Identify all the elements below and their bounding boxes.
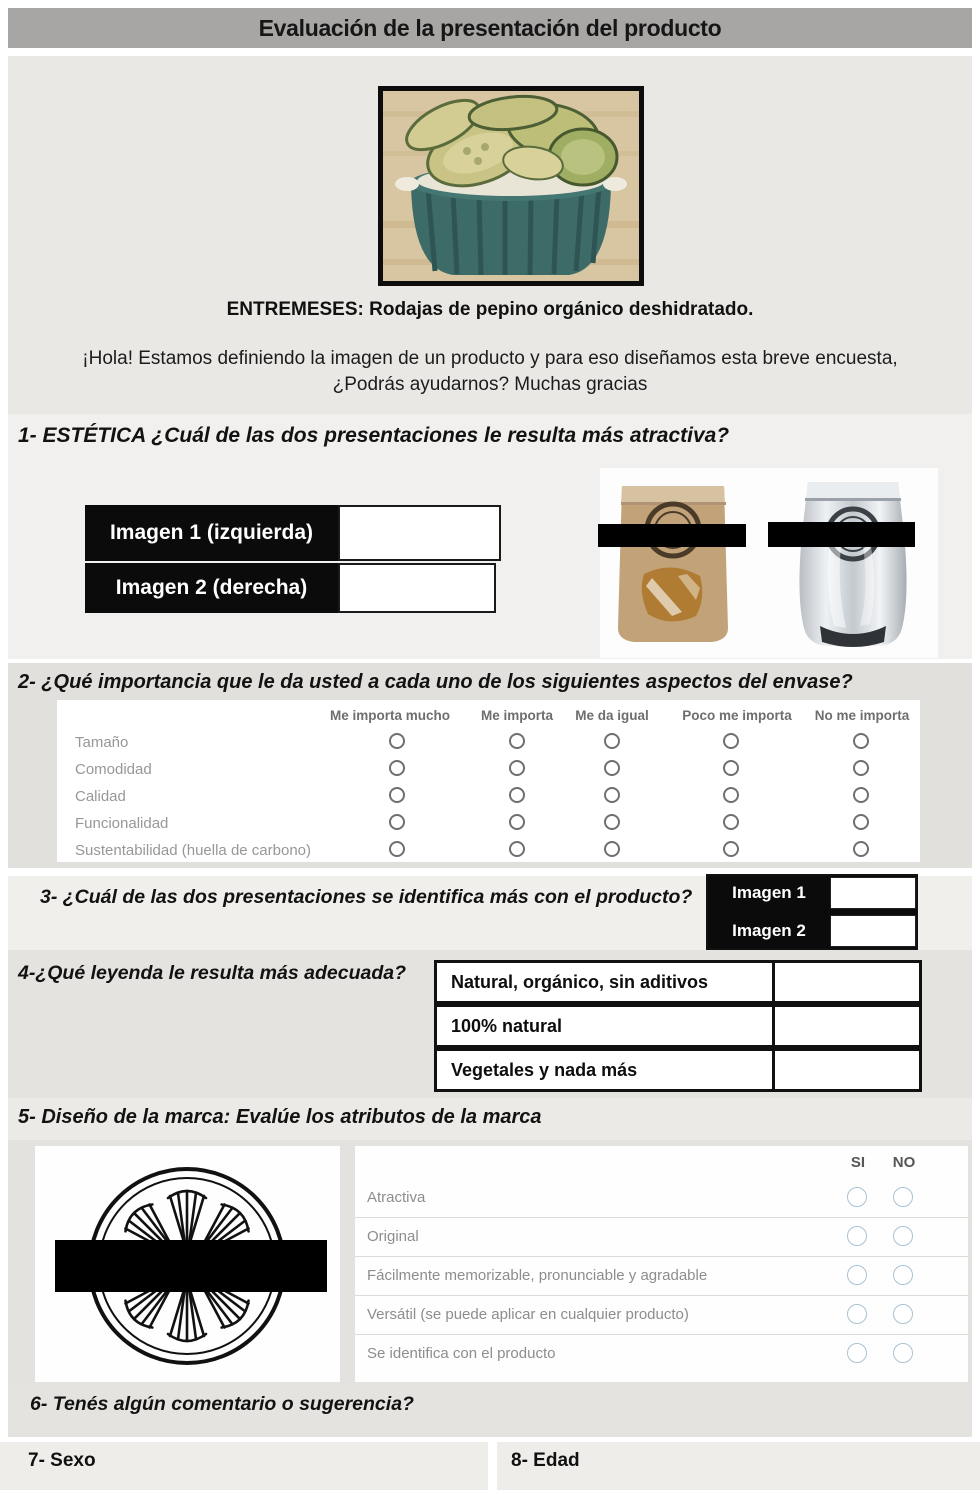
radio-unchecked[interactable] (509, 841, 525, 857)
radio-unchecked[interactable] (509, 733, 525, 749)
q8-heading: 8- Edad (511, 1450, 580, 1471)
q4-heading: 4-¿Qué leyenda le resulta más adecuada? (18, 962, 406, 984)
logo-redaction-bar (55, 1240, 327, 1292)
q5-column-no: NO (892, 1154, 916, 1171)
radio-unchecked[interactable] (604, 787, 620, 803)
radio-unchecked[interactable] (853, 760, 869, 776)
q5-row-label: Versátil (se puede aplicar en cualquier producto) (367, 1306, 689, 1323)
radio-unchecked[interactable] (389, 841, 405, 857)
radio-unchecked[interactable] (893, 1304, 913, 1324)
radio-unchecked[interactable] (509, 760, 525, 776)
q2-row-label: Funcionalidad (75, 815, 169, 832)
radio-unchecked[interactable] (723, 814, 739, 830)
q2-row-label: Comodidad (75, 761, 152, 778)
redaction-bar-right (768, 522, 915, 547)
radio-unchecked[interactable] (389, 760, 405, 776)
radio-unchecked[interactable] (853, 814, 869, 830)
q5-attributes-table (355, 1146, 968, 1382)
q5-row-identifica (355, 1335, 968, 1374)
intro-section (8, 56, 972, 414)
radio-unchecked[interactable] (723, 841, 739, 857)
silver-pouch-image (790, 476, 916, 652)
q7-sexo-field[interactable] (0, 1442, 488, 1490)
radio-unchecked[interactable] (509, 814, 525, 830)
q2-row-sustentabilidad (57, 838, 920, 865)
q2-row-label: Sustentabilidad (huella de carbono) (75, 842, 311, 859)
radio-unchecked[interactable] (893, 1187, 913, 1207)
radio-unchecked[interactable] (847, 1187, 867, 1207)
q2-column-header: Me da igual (575, 708, 649, 723)
q2-row-calidad (57, 784, 920, 811)
product-caption: ENTREMESES: Rodajas de pepino orgánico deshidratado. (226, 299, 754, 320)
brand-logo-image (35, 1146, 340, 1382)
q1-answer-cell-imagen2[interactable] (338, 563, 496, 613)
q4-answer-cell[interactable] (775, 960, 922, 1004)
radio-unchecked[interactable] (853, 841, 869, 857)
q1-heading: 1- ESTÉTICA ¿Cuál de las dos presentaciones le resulta más atractiva? (18, 424, 730, 447)
q3-answer-cell-imagen2[interactable] (830, 915, 916, 947)
radio-unchecked[interactable] (723, 733, 739, 749)
redaction-bar-left (598, 524, 746, 547)
q2-column-header: Poco me importa (682, 708, 792, 723)
q5-row-label: Original (367, 1228, 419, 1245)
q2-row-tamano (57, 730, 920, 757)
q2-column-header: No me importa (814, 708, 910, 723)
q2-row-comodidad (57, 757, 920, 784)
q2-row-funcionalidad (57, 811, 920, 838)
q5-row-original (355, 1218, 968, 1257)
radio-unchecked[interactable] (723, 760, 739, 776)
q6-heading: 6- Tenés algún comentario o sugerencia? (30, 1393, 414, 1415)
q4-choice-table (434, 960, 922, 1094)
radio-unchecked[interactable] (847, 1265, 867, 1285)
intro-text-line2: ¿Podrás ayudarnos? Muchas gracias (332, 374, 648, 395)
radio-unchecked[interactable] (389, 733, 405, 749)
bowl-photo-illustration (383, 91, 639, 281)
q1-packaging-images (600, 468, 938, 658)
radio-unchecked[interactable] (389, 787, 405, 803)
kraft-pouch-image (612, 478, 734, 648)
q5-column-si: SI (850, 1154, 866, 1171)
radio-unchecked[interactable] (604, 733, 620, 749)
radio-unchecked[interactable] (847, 1343, 867, 1363)
radio-unchecked[interactable] (604, 760, 620, 776)
q5-heading: 5- Diseño de la marca: Evalúe los atributos de la marca (18, 1106, 542, 1128)
q5-row-memorizable (355, 1257, 968, 1296)
q5-row-label: Se identifica con el producto (367, 1345, 556, 1362)
q5-row-label: Fácilmente memorizable, pronunciable y agradable (367, 1267, 708, 1284)
radio-unchecked[interactable] (847, 1226, 867, 1246)
radio-unchecked[interactable] (893, 1265, 913, 1285)
radio-unchecked[interactable] (847, 1304, 867, 1324)
q3-heading: 3- ¿Cuál de las dos presentaciones se identifica más con el producto? (40, 886, 693, 908)
q2-heading: 2- ¿Qué importancia que le da usted a cada uno de los siguientes aspectos del envase? (18, 671, 853, 693)
q2-likert-table (57, 700, 920, 862)
q4-row (434, 1004, 922, 1048)
citrus-slice-logo (35, 1146, 340, 1382)
radio-unchecked[interactable] (604, 814, 620, 830)
intro-text-line1: ¡Hola! Estamos definiendo la imagen de un producto y para eso diseñamos esta breve encuesta, (82, 348, 898, 369)
q2-column-header: Me importa mucho (329, 708, 451, 723)
radio-unchecked[interactable] (389, 814, 405, 830)
page-title: Evaluación de la presentación del producto (8, 8, 972, 48)
q3-choice-table (706, 874, 918, 950)
radio-unchecked[interactable] (604, 841, 620, 857)
q4-row (434, 960, 922, 1004)
radio-unchecked[interactable] (723, 787, 739, 803)
q8-edad-field[interactable] (497, 1442, 980, 1490)
q4-option-label: Natural, orgánico, sin aditivos (434, 960, 775, 1004)
q5-row-label: Atractiva (367, 1189, 426, 1206)
q2-column-header: Me importa (480, 708, 554, 723)
q4-option-label: Vegetales y nada más (434, 1048, 775, 1092)
q7-heading: 7- Sexo (28, 1450, 96, 1471)
q2-row-label: Calidad (75, 788, 126, 805)
q3-option-imagen2-label: Imagen 2 (708, 914, 830, 948)
radio-unchecked[interactable] (853, 787, 869, 803)
radio-unchecked[interactable] (509, 787, 525, 803)
q4-answer-cell[interactable] (775, 1048, 922, 1092)
q4-answer-cell[interactable] (775, 1004, 922, 1048)
radio-unchecked[interactable] (853, 733, 869, 749)
q4-option-label: 100% natural (434, 1004, 775, 1048)
q1-option-imagen1-label: Imagen 1 (izquierda) (85, 505, 338, 561)
q1-option-imagen2-label: Imagen 2 (derecha) (85, 563, 338, 613)
q2-row-label: Tamaño (75, 734, 129, 751)
radio-unchecked[interactable] (893, 1226, 913, 1246)
q3-answer-cell-imagen1[interactable] (830, 877, 916, 909)
q1-answer-cell-imagen1[interactable] (338, 505, 501, 561)
q3-option-imagen1-label: Imagen 1 (708, 876, 830, 910)
q4-row (434, 1048, 922, 1092)
q5-row-atractiva (355, 1179, 968, 1218)
q5-row-versatil (355, 1296, 968, 1335)
product-photo (378, 86, 644, 286)
radio-unchecked[interactable] (893, 1343, 913, 1363)
